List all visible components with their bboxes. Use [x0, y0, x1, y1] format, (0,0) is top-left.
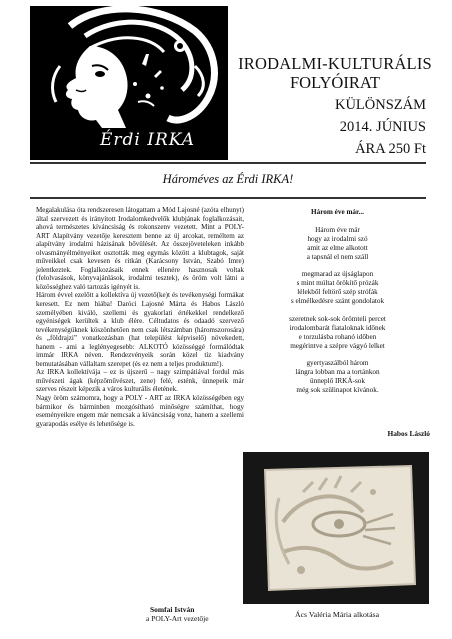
- poem-stanza: [250, 226, 425, 262]
- poem-line: ünneplő IRKÁ-sok: [310, 377, 365, 386]
- article-paragraph: Nagy öröm számomra, hogy a POLY - ART az IRKA közösségében egy bármikor és bárminben mozgósítható minőségre számíthat, hogy eseményeikre engem már nemcsak a kíváncsiság vonz, hanem a szellemi gyarapodás esélye és lehetősége is.: [36, 394, 244, 428]
- poem-line: hogy az irodalmi szó: [307, 234, 368, 243]
- top-divider: [30, 162, 426, 164]
- poem-line: megérintve a szépre vágyó lelket: [290, 341, 385, 350]
- edition-label: KÜLÖNSZÁM: [334, 97, 426, 113]
- masthead-title-line1: IRODALMI-KULTURÁLIS: [238, 54, 432, 73]
- article-paragraph: Három évvel ezelőtt a kollektíva új vezető(ke)t és tevékenységi formákat keresett. Ez nem hiába! Daróci Lajosné Márta és Habos László személyében kiváló, szellemi és gyakorlati értékekkel rendelkező egyéniségek kerültek a klub élére. Céltudatos és odaadó szervező tevékenységüknek köszönhetően nem csak létszámban (háromszorosára) és „földrajzi” vonatkozásban (hat települést képviselő) növekedett, hanem - ami a leglényegesebb: ALKOTÓ közösséggé formálódtak immár IRKA néven. Rendezvényeik során közel tíz kiadvány bemutatásában vállaltam szerepet (és ez nem a teljes produktum!).: [36, 291, 244, 368]
- poem-line: irodalombarát fiataloknak időnek: [289, 323, 386, 332]
- poem: [250, 208, 425, 395]
- headline: Hároméves az Érdi IRKA!: [162, 172, 294, 186]
- poem-line: s mint múltat örökítő prózák: [296, 279, 379, 288]
- masthead-title-line2: FOLYÓIRAT: [289, 73, 381, 92]
- magazine-logo: [30, 6, 228, 160]
- poem-line: Három éve már: [315, 225, 360, 234]
- ceramic-relief-image: [243, 452, 429, 604]
- article-author: Somfai István: [150, 605, 195, 614]
- poem-line: szeretnek sok-sok örömteli percet: [289, 314, 386, 323]
- poem-stanza: [250, 270, 425, 306]
- poem-line: még sok szülinapot kívánok.: [296, 386, 379, 395]
- article-body: [36, 206, 244, 428]
- poem-stanza: [250, 315, 425, 351]
- artwork-caption: Ács Valéria Mária alkotása: [294, 610, 380, 619]
- poem-line: megmarad az újságlapon: [301, 270, 374, 279]
- poem-line: gyertyaszálból három: [306, 359, 369, 368]
- poem-stanza: [250, 359, 425, 395]
- issue-date: 2014. JÚNIUS: [339, 119, 426, 135]
- poem-line: amit az elme alkotott: [307, 243, 368, 252]
- article-paragraph: Megalakulása óta rendszeresen látogattam a Mód Lajosné (azóta elhunyt) által szervezett és irányított Irodalomkedvelők klubjának foglalkozásait, ahová természetes kíváncsiság és rokonszenv vezetett. Mint a POLY-ART Alapítvány vezetője keresztem benne az új arcokat, reméltem az alapítvány irodalmi házisának bővülését. Az összejöveteleken inkább olvasmányélményeiket osztották meg egymás között a klubtagok, saját műveikkel csak kevesen és ritkán (Karácsony István, Szabó Imre) jelentkeztek. Foglalkozásaik ennek ellenére hasznosak voltak (felolvasások, könyvajánlások, irodalmi tesztek), és öröm volt látni a közösséghez való tartozás igényét is.: [36, 206, 244, 291]
- article-paragraph: Az IRKA kollektívája – ez is újszerű – nagy szimpátiával fordul más művészeti ágak (képzőművészet, zene) felé, esténk, ünnepeik már szerves részeit képezik a város kulturális életének.: [36, 368, 244, 394]
- logo-wordmark: Érdi IRKA: [100, 130, 196, 150]
- price-label: ÁRA 250 Ft: [355, 141, 426, 157]
- poem-title: Három éve már...: [311, 208, 364, 216]
- poem-line: s elmélkedésre szánt gondolatok: [290, 297, 385, 306]
- poem-line: lángra lobban ma a tortánkon: [295, 368, 380, 377]
- article-author-role: a POLY-Art vezetője: [146, 614, 209, 623]
- poem-line: a tapsnál el nem száll: [306, 252, 369, 261]
- relief-artwork-photo: [243, 452, 429, 604]
- bottom-divider: [30, 197, 426, 199]
- poem-line: e torzulásba rohanó időben: [298, 332, 377, 341]
- poem-author: Habos László: [387, 429, 430, 438]
- poem-line: lélekből feltörő szép strófák: [297, 288, 378, 297]
